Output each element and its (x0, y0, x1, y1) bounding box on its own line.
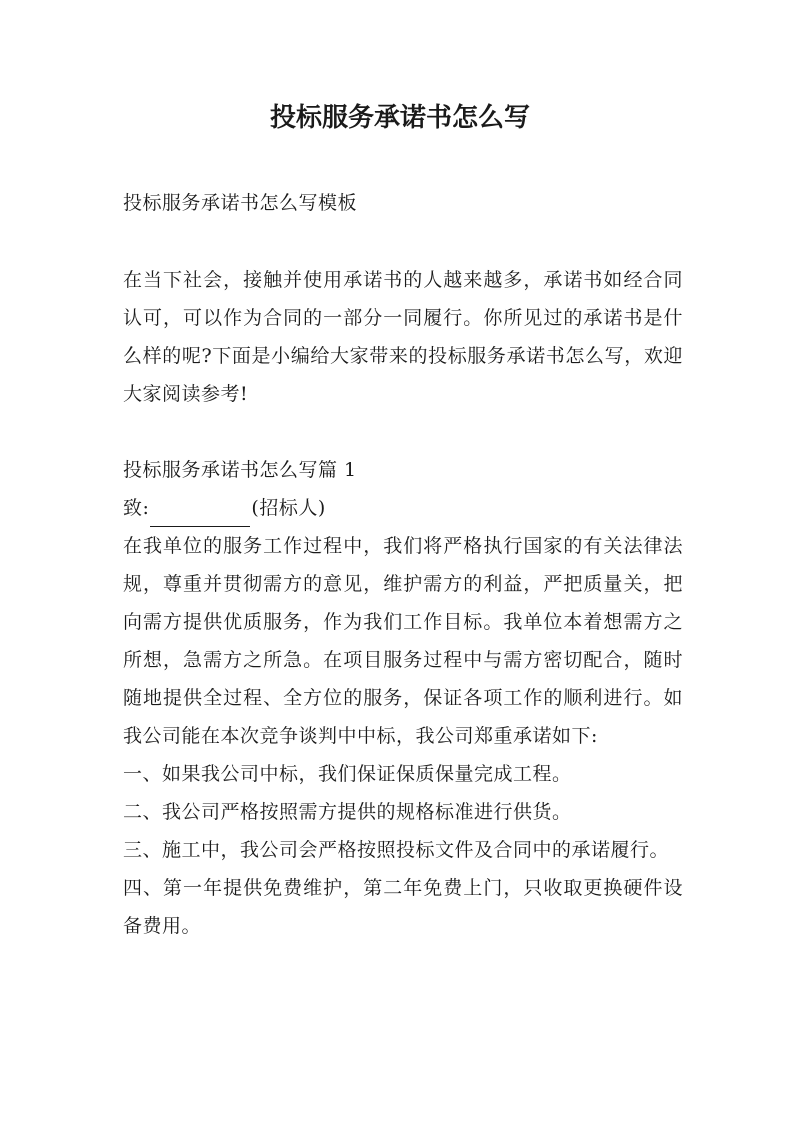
intro-paragraph: 在当下社会，接触并使用承诺书的人越来越多，承诺书如经合同认可，可以作为合同的一部分一同履行。你所见过的承诺书是什么样的呢?下面是小编给大家带来的投标服务承诺书怎么写，欢迎大家阅读参考! (123, 269, 683, 405)
commitment-item-1: 一、如果我公司中标，我们保证保质保量完成工程。 (123, 763, 572, 785)
salutation-prefix: 致: (123, 497, 150, 519)
document-title: 投标服务承诺书怎么写 (269, 103, 530, 133)
commitment-item-4: 四、第一年提供免费维护，第二年免费上门，只收取更换硬件设备费用。 (123, 877, 683, 937)
recipient-blank (150, 504, 250, 527)
commitment-item-2: 二、我公司严格按照需方提供的规格标准进行供货。 (123, 801, 572, 823)
document-content (123, 184, 683, 945)
salutation-line (123, 489, 683, 527)
section-heading: 投标服务承诺书怎么写篇 1 (123, 459, 357, 481)
body-paragraph: 在我单位的服务工作过程中，我们将严格执行国家的有关法律法规，尊重并贯彻需方的意见，维护需方的利益，严把质量关，把向需方提供优质服务，作为我们工作目标。我单位本着想需方之所想，急需方之所急。在项目服务过程中与需方密切配合，随时随地提供全过程、全方位的服务，保证各项工作的顺利进行。如我公司能在本次竞争谈判中中标，我公司郑重承诺如下: (123, 535, 683, 747)
document-subtitle: 投标服务承诺书怎么写模板 (123, 192, 358, 214)
salutation-suffix: (招标人) (251, 497, 326, 519)
commitment-item-3: 三、施工中，我公司会严格按照投标文件及合同中的承诺履行。 (123, 839, 670, 861)
